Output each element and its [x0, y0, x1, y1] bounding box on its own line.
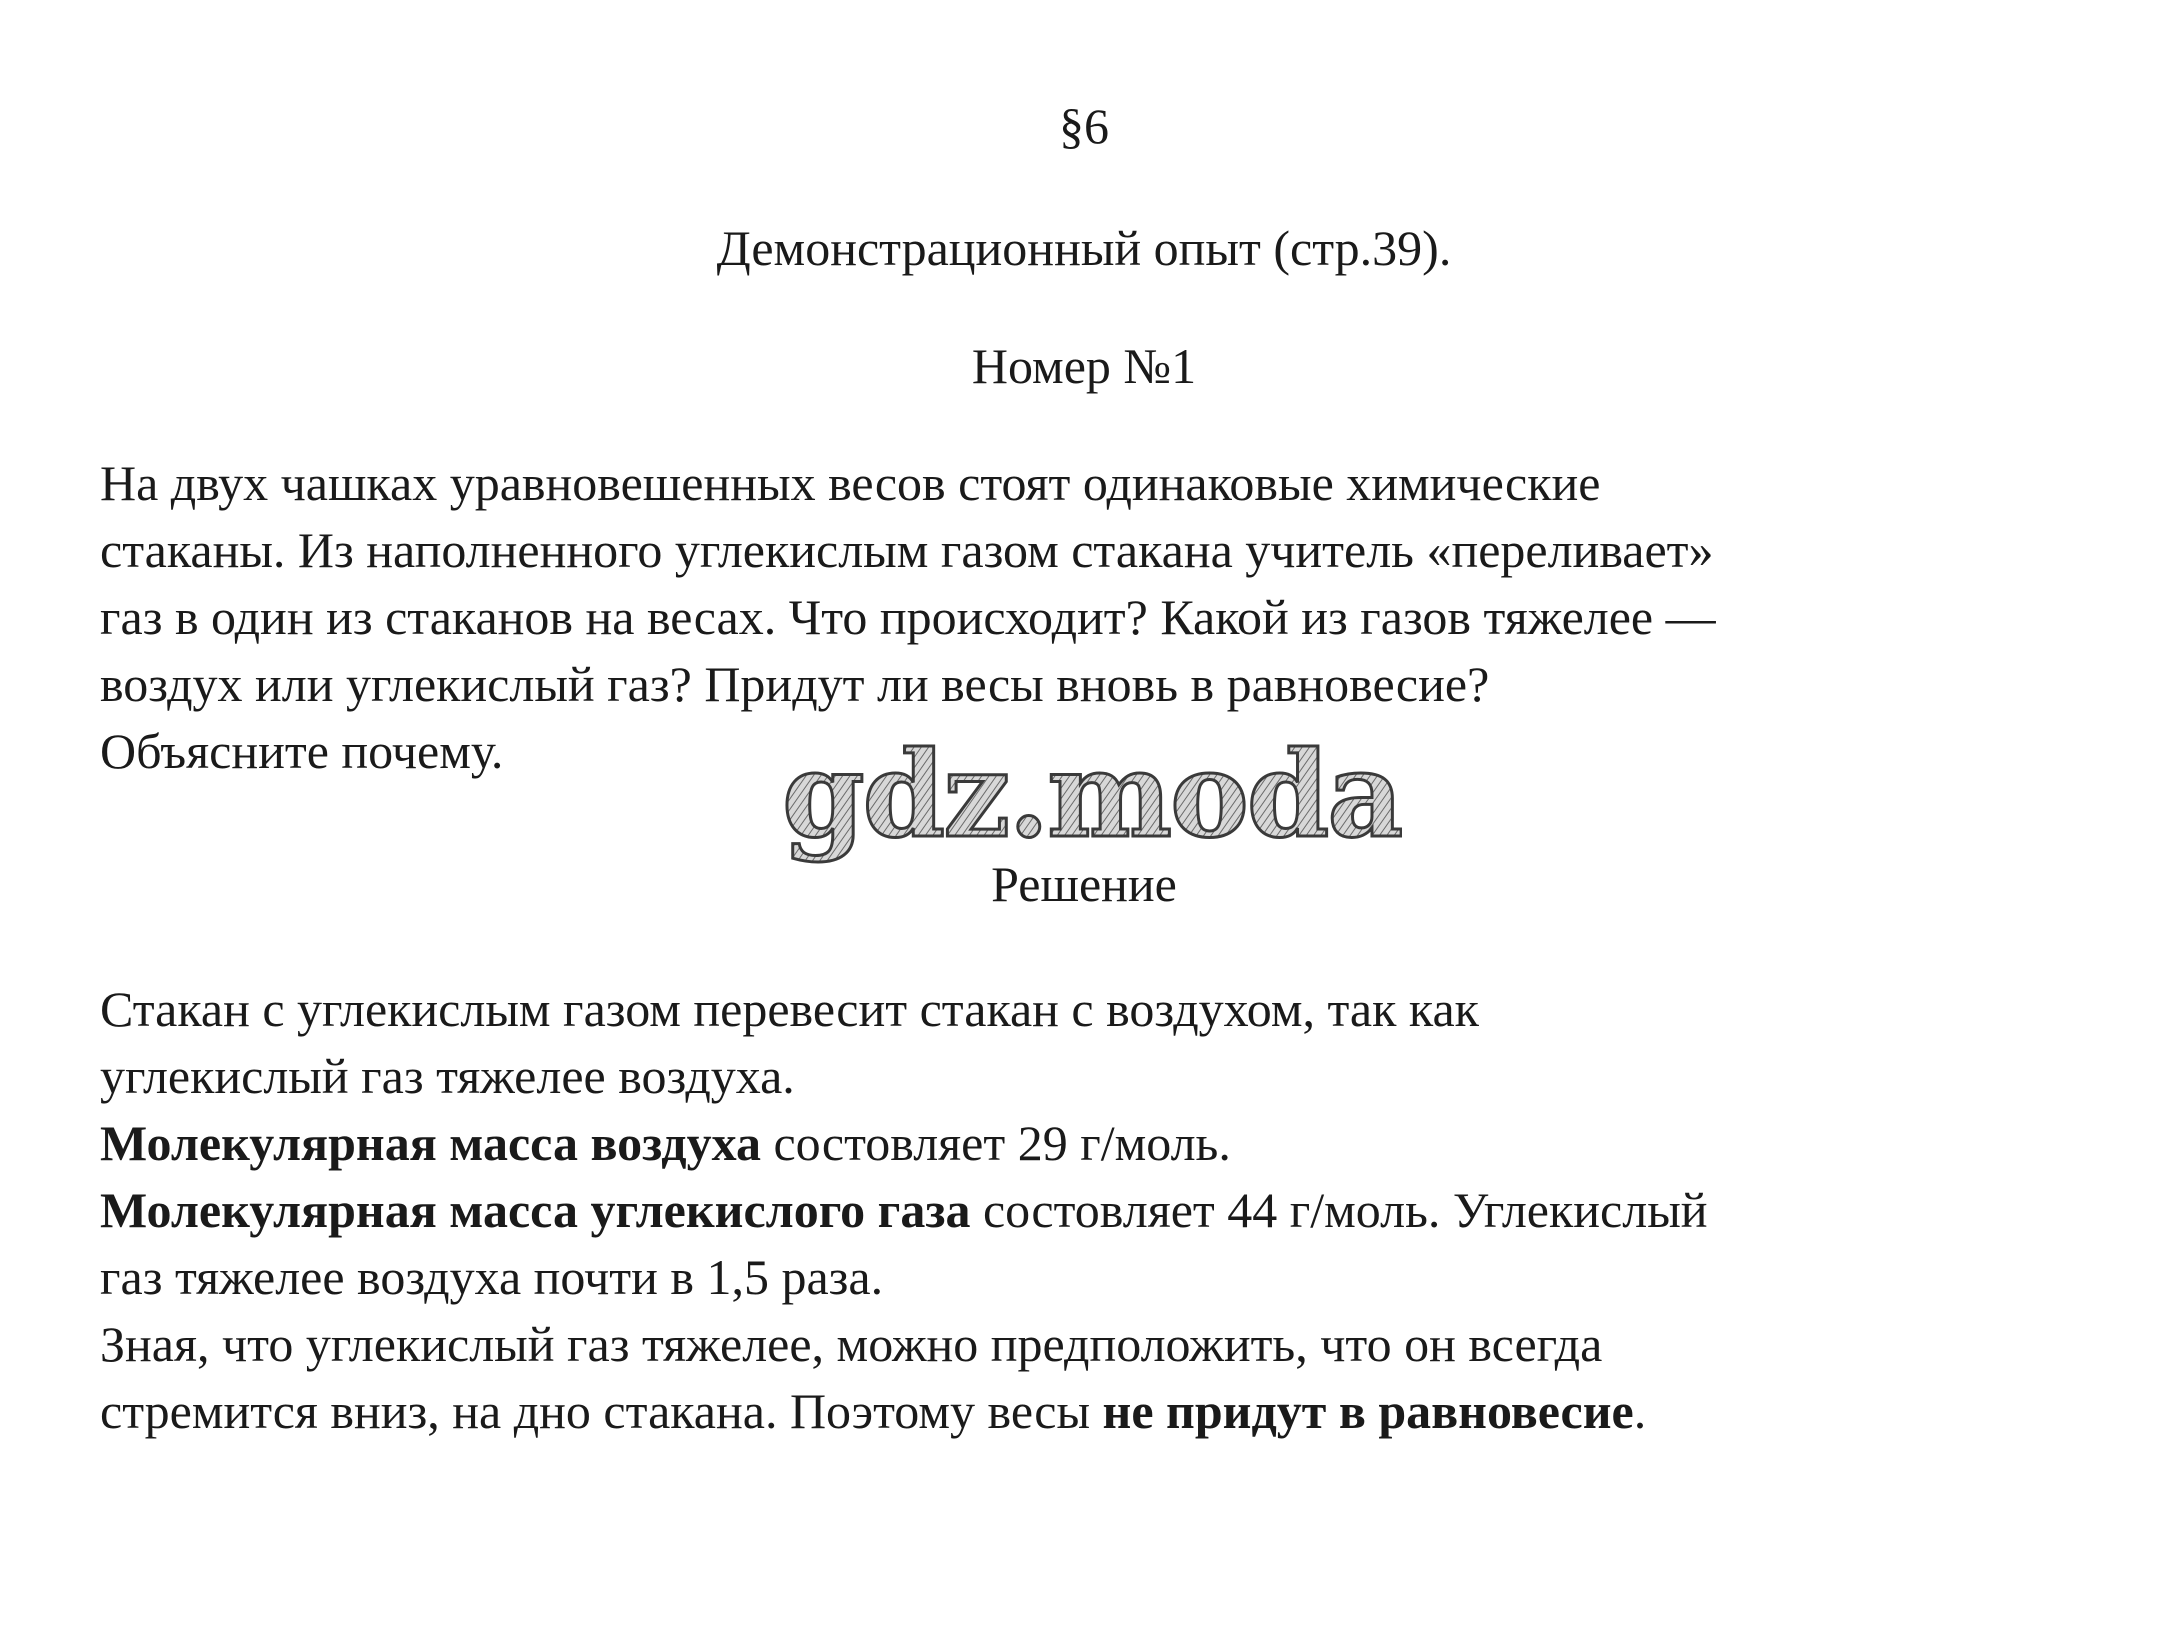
problem-line: стаканы. Из наполненного углекислым газом стакана учитель «переливает» — [100, 522, 1714, 578]
solution-span: . — [1633, 1383, 1647, 1439]
problem-line: На двух чашках уравновешенных весов стоят одинаковые химические — [100, 455, 1601, 511]
problem-line: газ в один из стаканов на весах. Что происходит? Какой из газов тяжелее — — [100, 589, 1716, 645]
solution-line — [100, 1378, 2090, 1445]
svg-text:gdz.moda: gdz.moda — [782, 736, 1402, 864]
solution-span: стремится вниз, на дно стакана. Поэтому весы — [100, 1383, 1103, 1439]
solution-line: Зная, что углекислый газ тяжелее, можно предположить, что он всегда — [100, 1316, 1603, 1372]
solution-line: углекислый газ тяжелее воздуха. — [100, 1048, 795, 1104]
section-heading: §6 — [1059, 98, 1109, 154]
demo-title: Демонстрационный опыт (стр.39). — [716, 220, 1452, 276]
bold-conclusion: не придут в равновесие — [1102, 1383, 1634, 1439]
bold-term: Молекулярная масса воздуха — [100, 1115, 761, 1171]
solution-span: состовляет 44 г/моль. Углекислый — [970, 1182, 1708, 1238]
solution-line — [100, 1110, 2090, 1177]
problem-line: Объясните почему. — [100, 723, 504, 779]
solution-text — [100, 976, 2090, 1445]
solution-line: Стакан с углекислым газом перевесит стакан с воздухом, так как — [100, 981, 1479, 1037]
watermark-logo — [782, 736, 1402, 866]
problem-line: воздух или углекислый газ? Придут ли весы вновь в равновесие? — [100, 656, 1490, 712]
bold-term: Молекулярная масса углекислого газа — [100, 1182, 971, 1238]
problem-text — [100, 450, 2090, 785]
solution-span: состовляет 29 г/моль. — [760, 1115, 1231, 1171]
problem-number: Номер №1 — [971, 338, 1197, 394]
solution-line: газ тяжелее воздуха почти в 1,5 раза. — [100, 1249, 884, 1305]
solution-heading: Решение — [991, 856, 1177, 912]
solution-line — [100, 1177, 2090, 1244]
